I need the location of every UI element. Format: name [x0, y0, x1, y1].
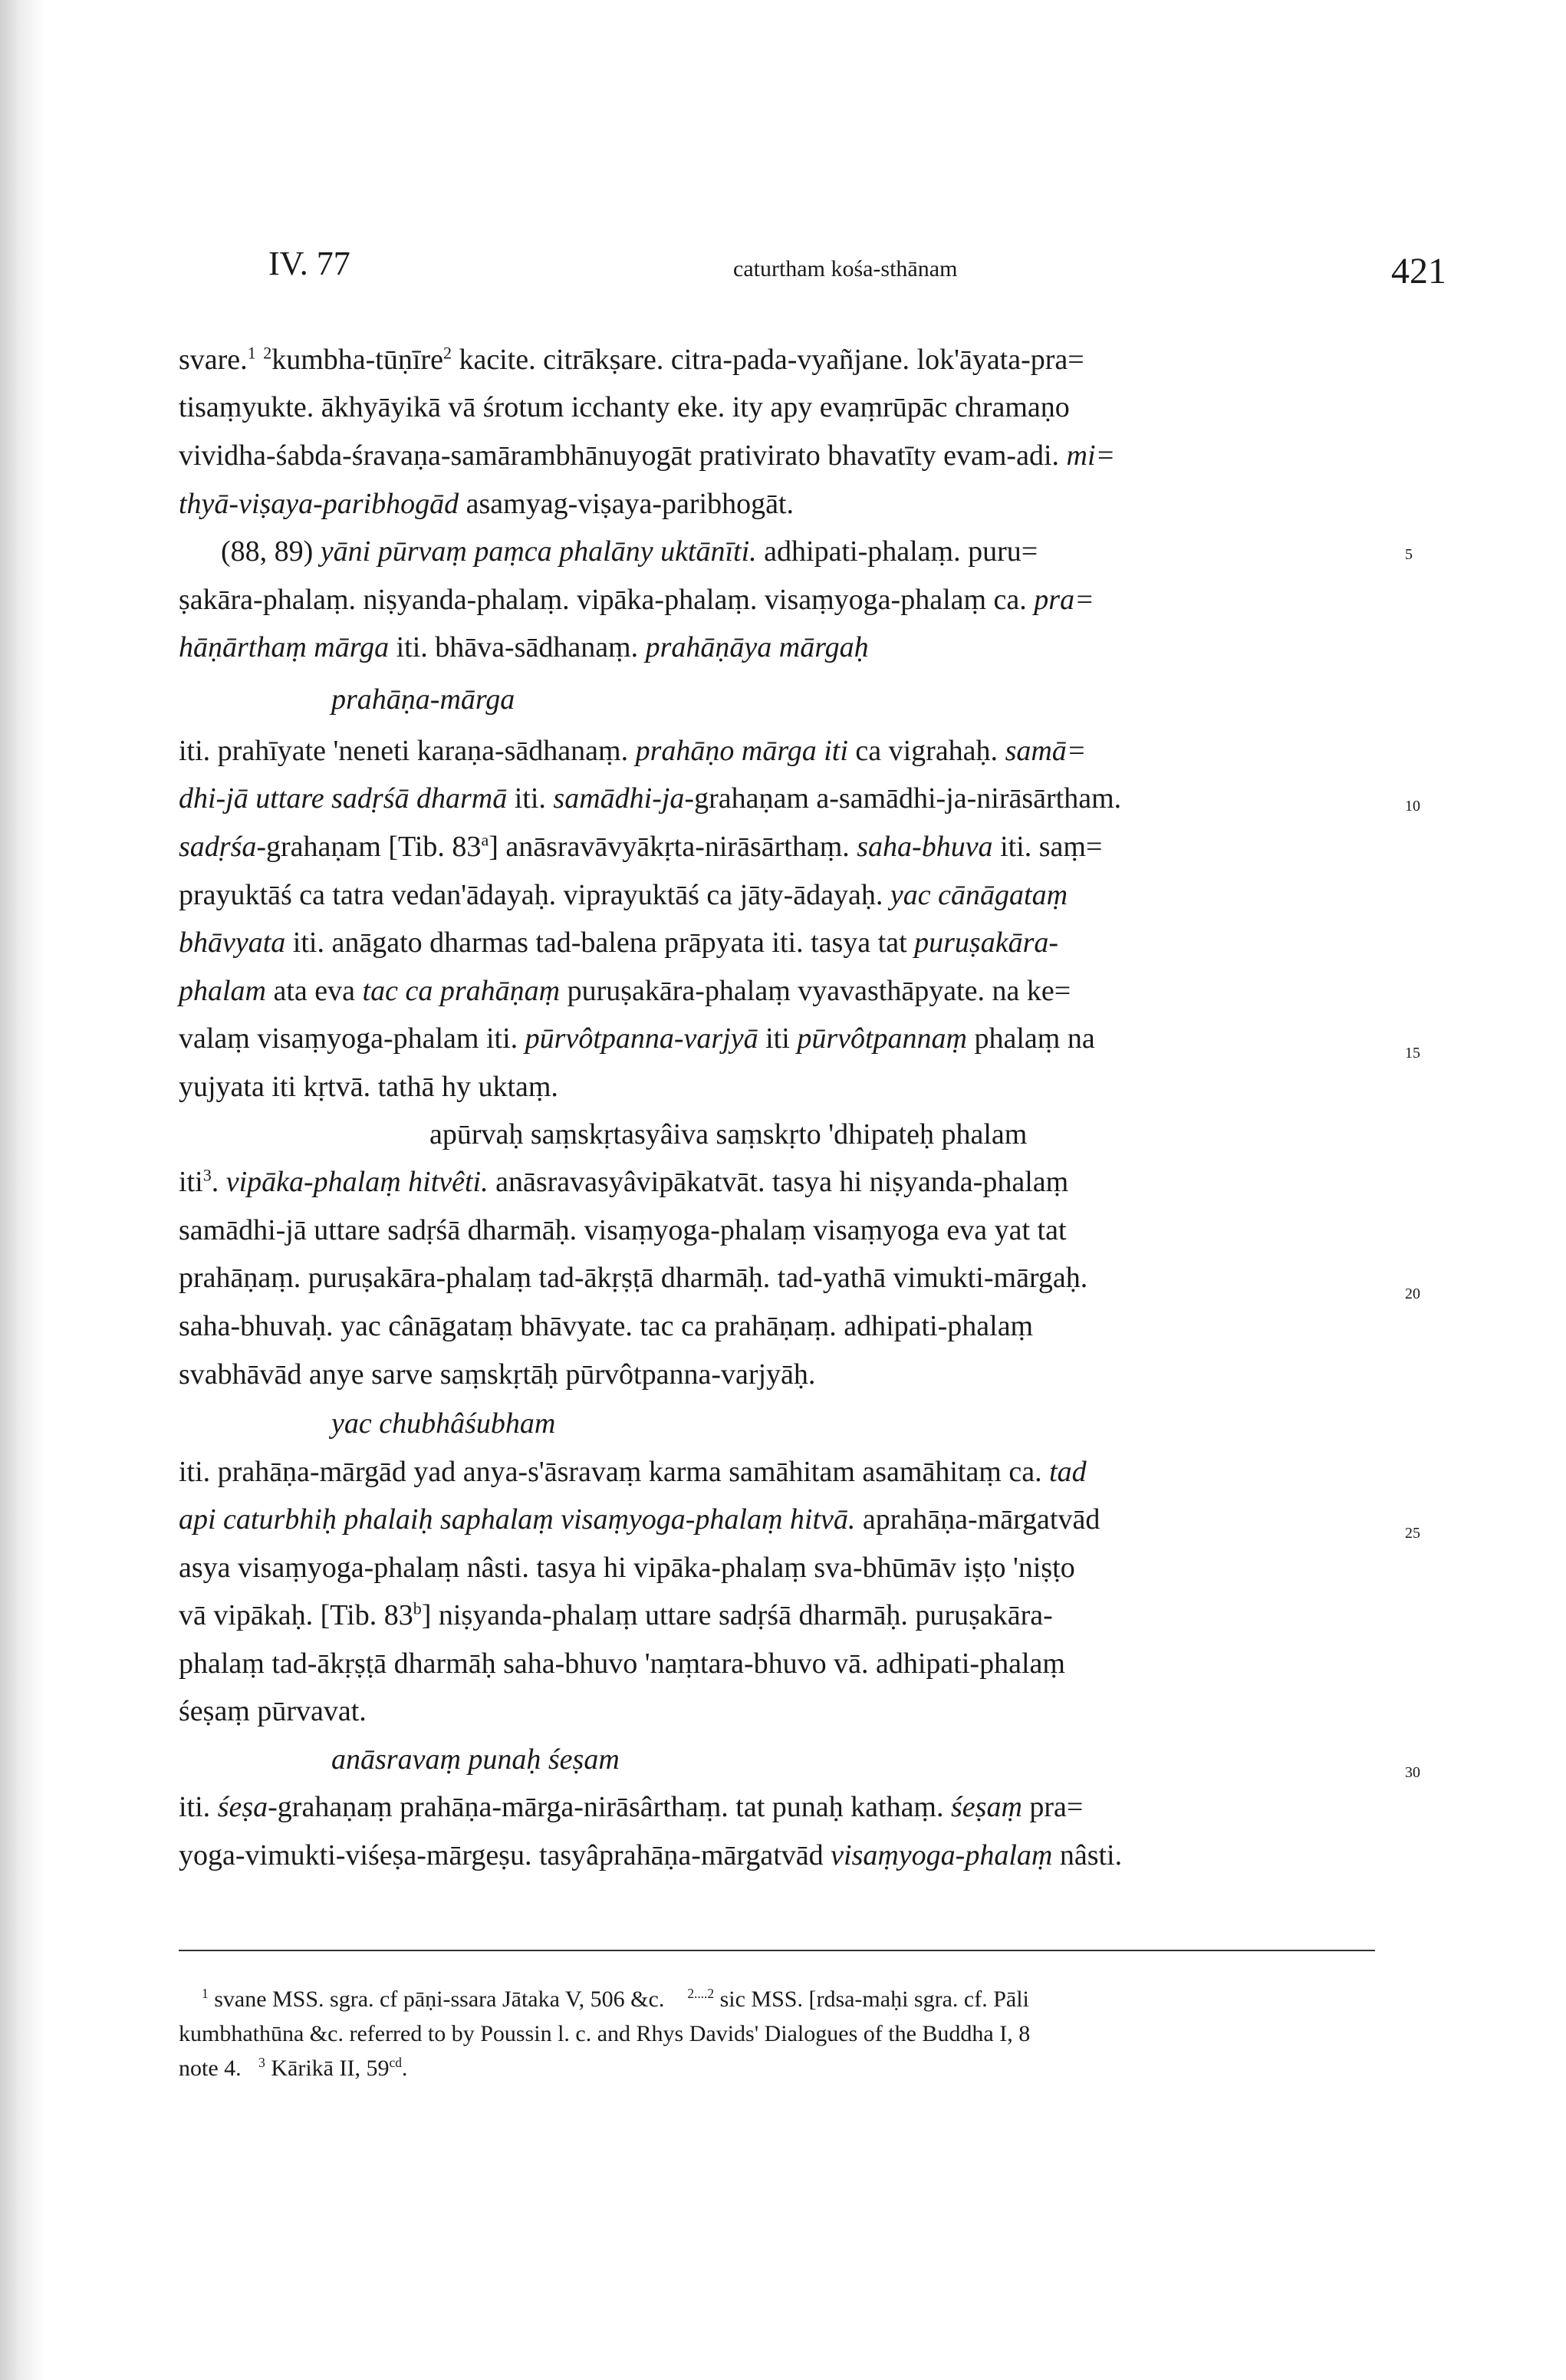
text-line: phalaṃ tad-ākṛṣṭā dharmāḥ saha-bhuvo 'naṃtara-bhuvo vā. adhipati-phalaṃ	[179, 1648, 1065, 1680]
verse-centered: prahāṇa-mārga	[331, 683, 515, 716]
text-line: iti. śeṣa-grahaṇaṃ prahāṇa-mārga-nirāsârthaṃ. tat punaḥ kathaṃ. śeṣaṃ pra=	[179, 1791, 1084, 1823]
text-line: tisaṃyukte. ākhyāyikā vā śrotum icchanty eke. ity apy evaṃrūpāc chramaṇo	[179, 391, 1070, 423]
text-line: asya visaṃyoga-phalaṃ nâsti. tasya hi vipāka-phalaṃ sva-bhūmāv iṣṭo 'niṣṭo	[179, 1552, 1075, 1584]
running-title: caturtham kośa-sthānam	[733, 256, 958, 281]
text-line: yoga-vimukti-viśeṣa-mārgeṣu. tasyâprahāṇa-mārgatvād visaṃyoga-phalaṃ nâsti.	[179, 1839, 1123, 1871]
text-line: yujyata iti kṛtvā. tathā hy uktaṃ.	[179, 1071, 558, 1103]
text-line: prahāṇaṃ. puruṣakāra-phalaṃ tad-ākṛṣṭā dharmāḥ. tad-yathā vimukti-mārgaḥ.	[179, 1262, 1088, 1294]
text-line: ṣakāra-phalaṃ. niṣyanda-phalaṃ. vipāka-phalaṃ. visaṃyoga-phalaṃ ca. pra=	[179, 584, 1094, 616]
text-line: iti. prahāṇa-mārgād yad anya-s'āsravaṃ karma samāhitam asamāhitaṃ ca. tad	[179, 1456, 1087, 1488]
verse-centered: anāsravaṃ punaḥ śeṣam	[331, 1743, 620, 1776]
text-line: valaṃ visaṃyoga-phalam iti. pūrvôtpanna-varjyā iti pūrvôtpannaṃ phalaṃ na	[179, 1022, 1095, 1055]
footnote-rule	[179, 1950, 1375, 1951]
text-line: vā vipākaḥ. [Tib. 83$^b$] niṣyanda-phalaṃ uttare sadṛśā dharmāḥ. puruṣakāra-	[179, 1598, 1053, 1631]
text-line: prayuktāś ca tatra vedan'ādayaḥ. viprayuktāś ca jāty-ādayaḥ. yac cānāgataṃ	[179, 879, 1068, 911]
verse-centered: yac chubhâśubham	[331, 1407, 556, 1440]
margin-line-number: 15	[1405, 1045, 1420, 1062]
footnote: kumbhathūna &c. referred to by Poussin l. c. and Rhys Davids' Dialogues of the Buddha I, 8	[179, 2021, 1031, 2046]
text-line: (88, 89) yāni pūrvaṃ paṃca phalāny uktānīti. adhipati-phalaṃ. puru=	[221, 535, 1038, 568]
margin-line-number: 25	[1405, 1525, 1420, 1542]
margin-line-number: 20	[1405, 1285, 1420, 1302]
text-line: dhi-jā uttare sadṛśā dharmā iti. samādhi-ja-grahaṇam a-samādhi-ja-nirāsārtham.	[179, 782, 1122, 815]
margin-line-number: 30	[1405, 1764, 1420, 1781]
text-line: svabhāvād anye sarve saṃskṛtāḥ pūrvôtpanna-varjyāḥ.	[179, 1358, 816, 1391]
chapter-reference: IV. 77	[268, 245, 350, 282]
text-line: iti$^3$. vipāka-phalaṃ hitvêti. anāsravasyâvipākatvāt. tasya hi niṣyanda-phalaṃ	[179, 1165, 1069, 1198]
text-line: sadṛśa-grahaṇam [Tib. 83$^a$] anāsravāvyākṛta-nirāsārthaṃ. saha-bhuva iti. saṃ=	[179, 830, 1103, 863]
text-line: api caturbhiḥ phalaiḥ saphalaṃ visaṃyoga-phalaṃ hitvā. aprahāṇa-mārgatvād	[179, 1503, 1100, 1536]
text-line: hāṇārthaṃ mārga iti. bhāva-sādhanaṃ. prahāṇāya mārgaḥ	[179, 631, 869, 663]
text-line: bhāvyata iti. anāgato dharmas tad-balena prāpyata iti. tasya tat puruṣakāra-	[179, 927, 1059, 959]
verse-centered: apūrvaḥ saṃskṛtasyâiva saṃskṛto 'dhipateḥ phalam	[429, 1118, 1028, 1150]
text-line: śeṣaṃ pūrvavat.	[179, 1695, 367, 1727]
page-number: 421	[1391, 251, 1446, 291]
text-line: vividha-śabda-śravaṇa-samārambhānuyogāt prativirato bhavatīty evam-adi. mi=	[179, 439, 1116, 472]
text-line: samādhi-jā uttare sadṛśā dharmāḥ. visaṃyoga-phalaṃ visaṃyoga eva yat tat	[179, 1214, 1067, 1246]
margin-line-number: 5	[1405, 546, 1413, 563]
scan-shadow-edge	[0, 0, 44, 2380]
text-line: saha-bhuvaḥ. yac cânāgataṃ bhāvyate. tac ca prahāṇaṃ. adhipati-phalaṃ	[179, 1310, 1034, 1342]
text-line: svare.$^1$ $^2$kumbha-tūṇīre$^2$ kacite. citrākṣare. citra-pada-vyañjane. lok'āyata-pra=	[179, 343, 1084, 376]
footnote: note 4. $^3$ Kārikā II, $59^{cd}$.	[179, 2055, 408, 2081]
text-line: thyā-viṣaya-paribhogād asamyag-viṣaya-paribhogāt.	[179, 488, 794, 520]
text-line: phalam ata eva tac ca prahāṇaṃ puruṣakāra-phalaṃ vyavasthāpyate. na ke=	[179, 975, 1071, 1007]
footnote: $^1$ svane MSS. sgra. cf pāṇi-ssara Jātaka V, 506 &c. $^{2....2}$ sic MSS. [rdsa-maḥi sgra. cf. Pāli	[202, 1986, 1029, 2012]
margin-line-number: 10	[1405, 798, 1420, 815]
text-line: iti. prahīyate 'neneti karaṇa-sādhanaṃ. prahāṇo mārga iti ca vigrahaḥ. samā=	[179, 735, 1087, 767]
